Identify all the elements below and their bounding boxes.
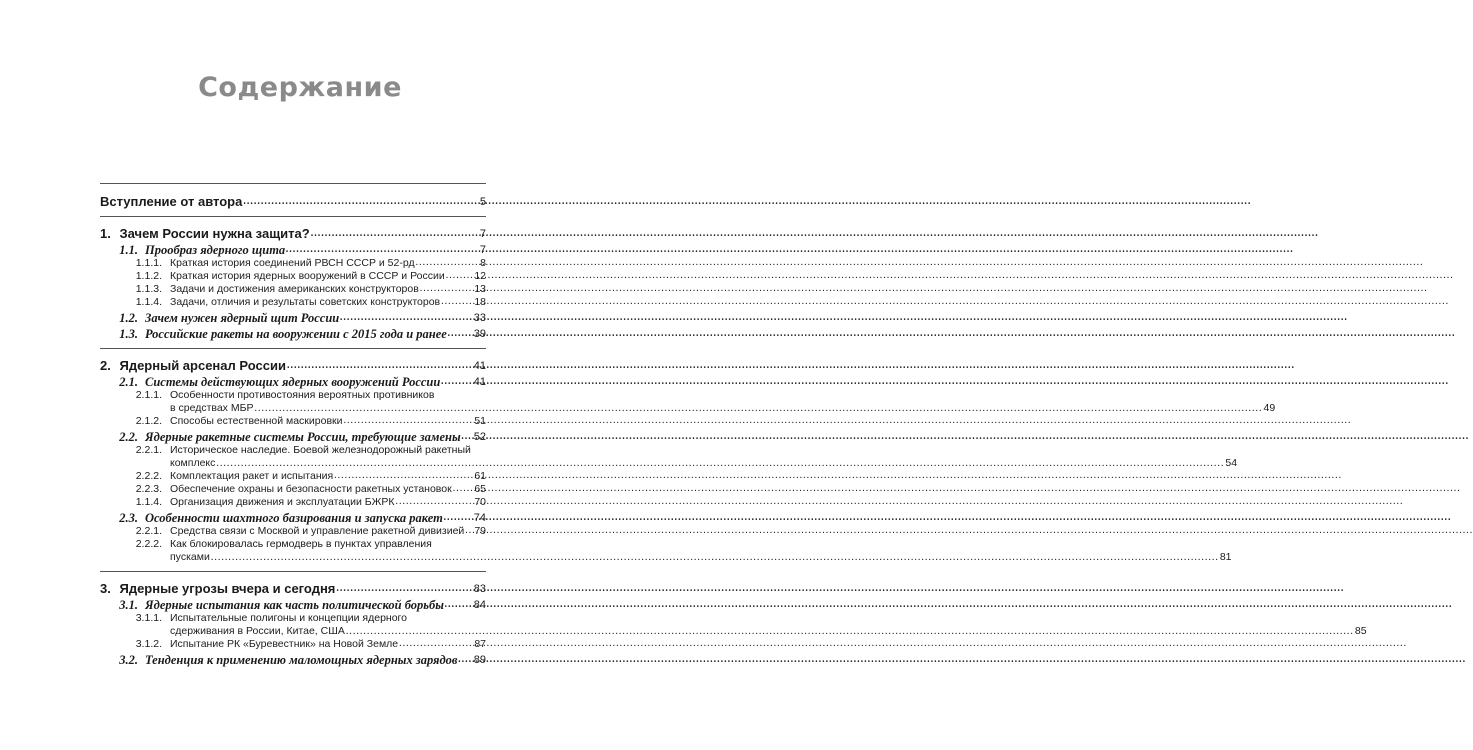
entry-number: 2.2. [119,430,138,444]
entry-title: Краткая история соединений РВСН СССР и 52-рд [170,257,415,269]
dot-leader [286,243,479,257]
entry-title: 1.1. Прообраз ядерного щита [100,243,285,257]
entry-number: 1.1.1. [135,257,162,269]
toc-intro[interactable] [100,191,486,209]
dot-leader [343,414,473,428]
toc-section[interactable] [100,325,486,341]
toc-section[interactable] [100,428,486,444]
entry-title: в средствах МБР [170,402,254,414]
toc-section[interactable] [100,373,486,389]
entry-number: 1.1.4. [135,296,162,308]
entry-page: 81 [1219,551,1232,563]
dot-leader [287,359,473,373]
entry-title: Задачи и достижения американских конструкторов [170,283,419,295]
dot-leader [420,282,474,296]
entry-page: 85 [1354,625,1367,637]
entry-number: 1.1.4. [135,496,162,508]
entry-title: пусками [170,551,210,563]
entry-title: 2.3. Особенности шахтного базирования и запуска ракет [100,511,443,525]
entry-title: 2.1. Системы действующих ядерных вооружений России [100,375,440,389]
divider [100,216,486,217]
entry-page: 49 [1263,402,1276,414]
entry-number: 3.1.2. [135,638,162,650]
entry-page: 79 [474,525,486,537]
divider [100,571,486,572]
entry-number: 2.3. [119,511,138,525]
entry-page: 83 [473,583,486,595]
entry-page: 41 [473,376,486,388]
toc-section[interactable] [100,509,486,525]
dot-leader [336,582,472,596]
toc-section[interactable] [100,596,486,612]
toc-section[interactable] [100,241,486,257]
entry-title: Способы естественной маскировки [170,415,343,427]
entry-title: Организация движения и эксплуатации БЖРК [170,496,395,508]
toc-subsection[interactable] [100,612,1367,638]
dot-leader [340,311,473,325]
entry-number: 1.1.2. [135,270,162,282]
toc-subsection[interactable] [100,444,1238,470]
dot-leader [416,256,480,270]
entry-title: Задачи, отличия и результаты советских конструкторов [170,296,441,308]
entry-title: Обеспечение охраны и безопасности ракетных установок [170,483,452,495]
entry-number: 3.2. [119,653,138,667]
entry-page: 65 [474,483,486,495]
entry-number: 3. [100,581,115,596]
toc-subsection[interactable] [100,525,486,538]
entry-title: 2.2. Ядерные ракетные системы России, требующие замены [100,430,461,444]
entry-page: 7 [479,244,486,256]
entry-title: 2. Ядерный арсенал России [100,358,286,373]
toc-chapter[interactable] [100,356,486,373]
entry-number: 1. [100,226,115,241]
toc-chapter[interactable] [100,579,486,596]
entry-number: 2.1.1. [135,389,162,401]
entry-title: 1. Зачем России нужна защита? [100,226,310,241]
dot-leader [446,269,474,283]
divider [100,183,486,184]
entry-title: комплекс [170,457,216,469]
dot-leader [462,430,473,444]
entry-title: Вступление от автора [100,194,243,209]
dot-leader [399,637,473,651]
table-of-contents [100,176,1367,667]
entry-number: 1.3. [119,327,138,341]
entry-page: 74 [473,512,486,524]
entry-page: 12 [474,270,486,282]
dot-leader [243,195,479,209]
entry-number: 1.1.3. [135,283,162,295]
dot-leader [459,653,473,667]
entry-page: 18 [474,296,486,308]
toc-subsection[interactable] [100,389,1276,415]
entry-page: 70 [474,496,486,508]
entry-number: 2. [100,358,115,373]
entry-title: сдерживания в России, Китае, США [170,625,345,637]
entry-title: 1.2. Зачем нужен ядерный щит России [100,311,339,325]
dot-leader [211,551,1219,564]
entry-title: Особенности противостояния вероятных противников [170,389,435,401]
entry-page: 61 [474,470,486,482]
entry-page: 5 [479,196,486,208]
dot-leader [444,511,473,525]
toc-subsection[interactable] [100,415,486,428]
entry-page: 54 [1225,457,1238,469]
entry-title: Историческое наследие. Боевой железнодорожный ракетный [170,444,471,456]
toc-section[interactable] [100,651,486,667]
entry-page: 13 [474,283,486,295]
entry-number: 2.2.1. [135,525,162,537]
entry-title: 3. Ядерные угрозы вчера и сегодня [100,581,336,596]
entry-title: 1.3. Российские ракеты на вооружении с 2015 года и ранее [100,327,447,341]
entry-page: 84 [473,599,486,611]
entry-page: 52 [473,431,486,443]
entry-page: 8 [480,257,486,269]
entry-number: 2.2.3. [135,483,162,495]
entry-title: Испытание РК «Буревестник» на Новой Земле [170,638,399,650]
dot-leader [346,625,1354,638]
dot-leader [465,524,473,538]
dot-leader [311,227,479,241]
entry-page: 33 [473,312,486,324]
dot-leader [441,375,472,389]
entry-page: 7 [479,228,486,240]
toc-subsection[interactable] [100,296,486,309]
entry-page: 89 [473,654,486,666]
entry-page: 41 [473,360,486,372]
entry-number: 3.1.1. [135,612,162,624]
dot-leader [445,598,473,612]
entry-number: 1.1. [119,243,138,257]
dot-leader [441,295,473,309]
entry-title: Комплектация ракет и испытания [170,470,334,482]
entry-title: Средства связи с Москвой и управление ракетной дивизией [170,525,465,537]
entry-title: Испытательные полигоны и концепции ядерного [170,612,407,624]
toc-chapter[interactable] [100,224,486,241]
entry-title: 3.1. Ядерные испытания как часть политической борьбы [100,598,444,612]
dot-leader [334,469,473,483]
entry-number: 2.2.1. [135,444,162,456]
entry-number: 2.2.2. [135,538,162,550]
divider [100,348,486,349]
page-title: Содержание [198,72,402,103]
entry-title: Краткая история ядерных вооружений в СССР и России [170,270,445,282]
entry-title: Как блокировалась гермодверь в пунктах управления [170,538,432,550]
entry-number: 3.1. [119,598,138,612]
dot-leader [448,327,473,341]
entry-title: 3.2. Тенденция к применению маломощных ядерных зарядов [100,653,458,667]
dot-leader [396,495,474,509]
entry-page: 87 [474,638,486,650]
entry-page: 51 [474,415,486,427]
entry-number: 2.1.2. [135,415,162,427]
toc-subsection[interactable] [100,496,486,509]
toc-subsection[interactable] [100,538,1232,564]
entry-number: 2.1. [119,375,138,389]
entry-number: 2.2.2. [135,470,162,482]
entry-page: 39 [473,328,486,340]
dot-leader [453,482,474,496]
toc-subsection[interactable] [100,638,486,651]
entry-number: 1.2. [119,311,138,325]
toc-section[interactable] [100,309,486,325]
